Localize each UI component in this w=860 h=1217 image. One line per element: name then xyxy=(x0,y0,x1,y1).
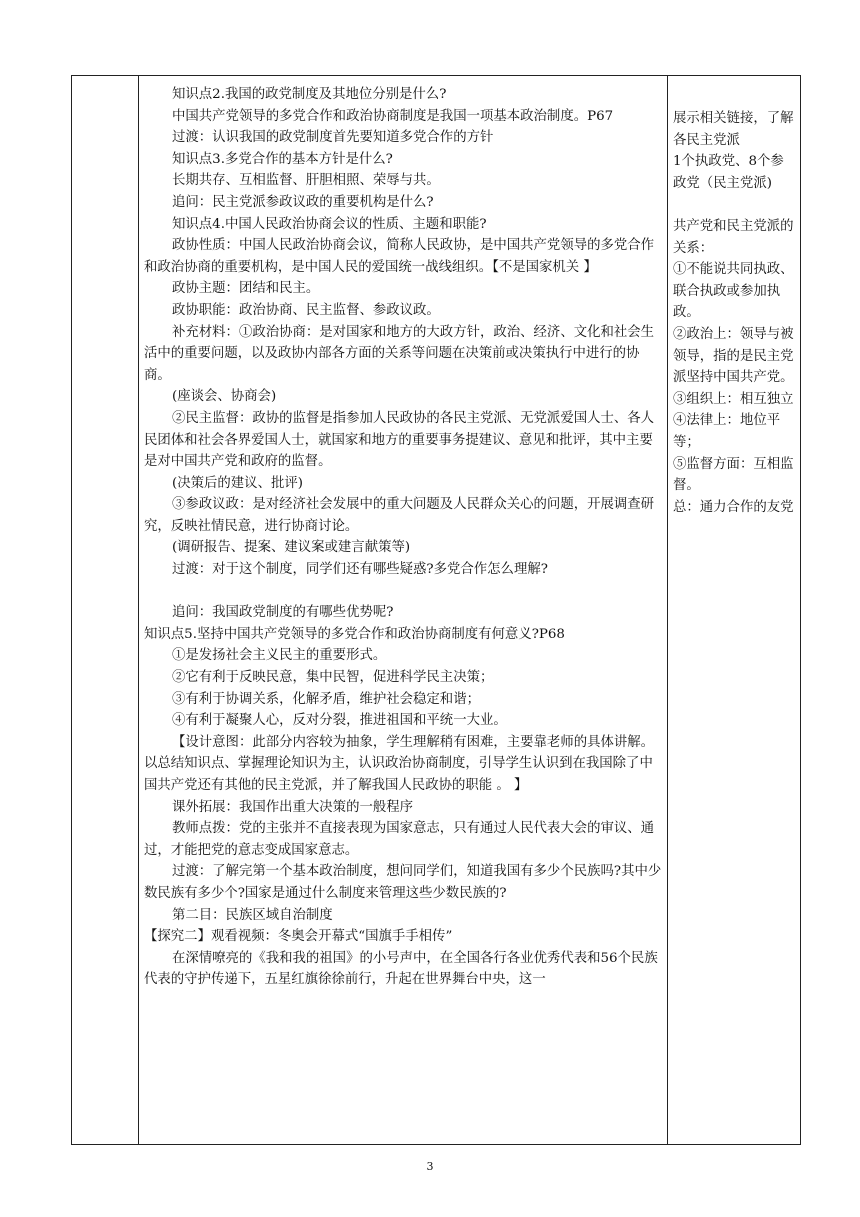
main-paragraph: 课外拓展：我国作出重大决策的一般程序 xyxy=(172,799,414,815)
main-paragraph: ③有利于协调关系，化解矛盾，维护社会稳定和谐； xyxy=(172,691,480,707)
main-paragraph: ④有利于凝聚人心，反对分裂，推进祖国和平统一大业。 xyxy=(172,713,507,729)
blank-line xyxy=(144,581,662,603)
main-paragraph: ②民主监督：政协的监督是指参加人民政协的各民主党派、无党派爱国人士、各人民团体和社会各界爱国人士，就国家和地方的重要事务提建议、意见和批评，其中主要是对中国共产党和政府的监督。 xyxy=(144,410,655,470)
main-paragraph: 【探究二】观看视频：冬奥会开幕式“国旗手手相传” xyxy=(144,929,453,945)
page-number: 3 xyxy=(426,1160,434,1173)
main-paragraph: 教师点拨：党的主张并不直接表现为国家意志，只有通过人民代表大会的审议、通过，才能把党的意志变成国家意志。 xyxy=(144,821,655,858)
main-paragraph: 知识点5.坚持中国共产党领导的多党合作和政治协商制度有何意义?P68 xyxy=(144,626,565,642)
main-paragraph: 在深情嘹亮的《我和我的祖国》的小号声中，在全国各行各业优秀代表和56个民族代表的守护传递下，五星红旗徐徐前行，升起在世界舞台中央，这一 xyxy=(144,950,658,988)
column-divider-left xyxy=(138,76,139,1144)
side-note: ①不能说共同执政、联合执政或参加执政。 xyxy=(673,262,794,321)
column-divider-right xyxy=(667,76,668,1144)
main-paragraph: 补充材料：①政治协商：是对国家和地方的大政方针，政治、经济、文化和社会生活中的重要问题，以及政协内部各方面的关系等问题在决策前或决策执行中进行的协商。 xyxy=(144,324,655,383)
main-paragraph: 知识点4.中国人民政治协商会议的性质、主题和职能? xyxy=(172,216,487,232)
main-paragraph: 追问：我国政党制度的有哪些优势呢? xyxy=(172,605,394,621)
side-notes-column xyxy=(673,108,797,518)
main-paragraph: (调研报告、提案、建议案或建言献策等) xyxy=(172,540,411,556)
main-paragraph: 知识点2.我国的政党制度及其地位分别是什么? xyxy=(172,87,447,102)
main-paragraph: 政协职能：政治协商、民主监督、参政议政。 xyxy=(172,302,440,318)
side-note: 展示相关链接，了解各民主党派 xyxy=(673,111,794,148)
main-paragraph: ①是发扬社会主义民主的重要形式。 xyxy=(172,648,387,664)
side-note: ④法律上：地位平等； xyxy=(673,413,781,450)
main-paragraph: 过渡：认识我国的政党制度首先要知道多党合作的方针 xyxy=(172,130,494,146)
main-paragraph: ③参政议政：是对经济社会发展中的重大问题及人民群众关心的问题，开展调查研究，反映社情民意，进行协商讨论。 xyxy=(144,497,655,534)
side-note: ②政治上：领导与被领导，指的是民主党派坚持中国共产党。 xyxy=(673,326,794,386)
main-paragraph: 【设计意图：此部分内容较为抽象，学生理解稍有困难，主要靠老师的具体讲解。以总结知识点、掌握理论知识为主，认识政治协商制度，引导学生认识到在我国除了中国共产党还有其他的民主党派，并了解我国人民政协的职能 。 】 xyxy=(144,734,655,793)
side-note: 共产党和民主党派的关系： xyxy=(673,218,794,256)
main-paragraph: 政协性质：中国人民政治协商会议，简称人民政协，是中国共产党领导的多党合作和政治协商的重要机构，是中国人民的爱国统一战线组织。【不是国家机关 】 xyxy=(144,238,655,275)
main-paragraph: 中国共产党领导的多党合作和政治协商制度是我国一项基本政治制度。P67 xyxy=(172,108,614,124)
side-note: 1个执政党、8个参政党（民主党派) xyxy=(673,154,784,191)
main-paragraph: (座谈会、协商会) xyxy=(172,389,277,405)
side-note: 总：通力合作的友党 xyxy=(673,499,794,515)
side-note: ③组织上：相互独立 xyxy=(673,391,794,407)
side-note: ⑤监督方面：互相监督。 xyxy=(673,456,794,494)
main-paragraph: 追问：民主党派参政议政的重要机构是什么? xyxy=(172,194,434,210)
main-paragraph: 过渡：对于这个制度，同学们还有哪些疑惑?多党合作怎么理解? xyxy=(172,562,548,578)
main-paragraph: ②它有利于反映民意，集中民智，促进科学民主决策； xyxy=(172,670,494,686)
main-paragraph: 过渡：了解完第一个基本政治制度，想问同学们，知道我国有多少个民族吗?其中少数民族有多少个?国家是通过什么制度来管理这些少数民族的? xyxy=(144,864,662,901)
main-paragraph: (决策后的建议、批评) xyxy=(172,475,303,491)
main-paragraph: 第二目：民族区域自治制度 xyxy=(172,907,333,923)
main-paragraph: 知识点3.多党合作的基本方针是什么? xyxy=(172,151,393,167)
lesson-table xyxy=(71,75,801,1145)
main-content-column xyxy=(144,84,662,991)
blank-line xyxy=(673,194,797,216)
main-paragraph: 政协主题：团结和民主。 xyxy=(172,281,320,297)
main-paragraph: 长期共存、互相监督、肝胆相照、荣辱与共。 xyxy=(172,173,440,189)
